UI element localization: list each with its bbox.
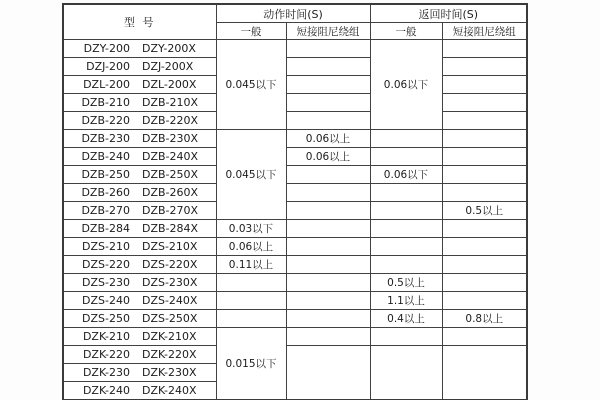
model-name-pair xyxy=(64,330,216,343)
model-name: DZS-240X xyxy=(141,294,198,307)
action-general-cell: 0.045以下 xyxy=(216,40,286,130)
table-row xyxy=(63,112,527,130)
table-row xyxy=(63,274,527,292)
model-name: DZS-220 xyxy=(82,258,130,271)
model-cell xyxy=(63,292,216,310)
model-name-pair xyxy=(64,186,216,199)
model-cell xyxy=(63,148,216,166)
model-name: DZS-230 xyxy=(82,276,130,289)
return-general-cell: 0.06以下 xyxy=(370,40,442,130)
model-name-pair xyxy=(64,258,216,271)
model-name: DZB-220X xyxy=(141,114,199,127)
model-name: DZK-220X xyxy=(141,348,197,361)
return-shorted-damping-cell xyxy=(442,58,527,76)
model-name-pair xyxy=(64,204,216,217)
return-shorted-damping-cell xyxy=(442,184,527,202)
action-shorted-damping-cell xyxy=(286,112,370,130)
model-name: DZK-220 xyxy=(82,348,130,361)
return-shorted-damping-cell: 0.5以上 xyxy=(442,202,527,220)
model-cell xyxy=(63,166,216,184)
model-name-pair xyxy=(64,132,216,145)
header-row-groups xyxy=(63,4,527,23)
model-cell xyxy=(63,328,216,346)
relay-timing-table xyxy=(62,3,528,400)
action-general-cell: 0.015以下 xyxy=(216,328,286,400)
model-name-pair xyxy=(64,168,216,181)
table-row xyxy=(63,58,527,76)
return-shorted-damping-cell xyxy=(442,40,527,58)
action-shorted-damping-cell: 0.06以上 xyxy=(286,148,370,166)
model-cell xyxy=(63,112,216,130)
model-name-pair xyxy=(64,348,216,361)
return-shorted-damping-header: 短接阻尼绕组 xyxy=(442,23,527,40)
model-cell xyxy=(63,130,216,148)
model-name: DZB-210 xyxy=(81,96,130,109)
model-cell xyxy=(63,184,216,202)
action-shorted-damping-cell xyxy=(286,76,370,94)
model-name: DZB-270 xyxy=(81,204,130,217)
table-row xyxy=(63,220,527,238)
model-name: DZK-210X xyxy=(141,330,197,343)
model-name: DZK-230X xyxy=(141,366,197,379)
action-time-group-header: 动作时间(S) xyxy=(216,4,370,23)
return-general-cell: 0.06以下 xyxy=(370,166,442,184)
model-name: DZB-250 xyxy=(81,168,130,181)
return-shorted-damping-cell xyxy=(442,238,527,256)
return-general-cell xyxy=(370,148,442,166)
action-general-header: 一般 xyxy=(216,23,286,40)
action-shorted-damping-cell xyxy=(286,58,370,76)
return-general-cell xyxy=(370,256,442,274)
table-row xyxy=(63,310,527,328)
model-name: DZB-230X xyxy=(141,132,199,145)
model-cell xyxy=(63,58,216,76)
table-row xyxy=(63,256,527,274)
model-name: DZB-240X xyxy=(141,150,199,163)
action-general-cell: 0.045以下 xyxy=(216,130,286,220)
table-row xyxy=(63,328,527,346)
table-body xyxy=(63,40,527,400)
model-cell xyxy=(63,220,216,238)
action-shorted-damping-cell xyxy=(286,274,370,292)
return-shorted-damping-cell xyxy=(442,112,527,130)
model-name: DZY-200 xyxy=(83,42,130,55)
model-name-pair xyxy=(64,276,216,289)
model-name: DZL-200 xyxy=(83,78,130,91)
model-name-pair xyxy=(64,366,216,379)
model-cell xyxy=(63,256,216,274)
return-general-cell xyxy=(370,238,442,256)
return-shorted-damping-cell xyxy=(442,346,527,400)
return-shorted-damping-cell xyxy=(442,166,527,184)
model-name-pair xyxy=(64,78,216,91)
action-general-cell xyxy=(216,274,286,292)
action-shorted-damping-cell xyxy=(286,292,370,310)
model-name-pair xyxy=(64,294,216,307)
model-cell xyxy=(63,94,216,112)
table-row xyxy=(63,130,527,148)
table-row xyxy=(63,292,527,310)
model-name-pair xyxy=(64,60,216,73)
model-name: DZK-240X xyxy=(141,383,197,397)
action-shorted-damping-header: 短接阻尼绕组 xyxy=(286,23,370,40)
model-name-pair xyxy=(64,222,216,235)
action-shorted-damping-cell xyxy=(286,166,370,184)
model-name: DZJ-200 xyxy=(86,60,130,73)
table-row xyxy=(63,148,527,166)
return-shorted-damping-cell xyxy=(442,220,527,238)
return-shorted-damping-cell xyxy=(442,256,527,274)
action-shorted-damping-cell xyxy=(286,328,370,346)
return-general-cell xyxy=(370,202,442,220)
return-general-cell xyxy=(370,328,442,346)
action-general-cell: 0.11以上 xyxy=(216,256,286,274)
model-name: DZJ-200X xyxy=(141,60,194,73)
action-shorted-damping-cell xyxy=(286,220,370,238)
model-name: DZK-210 xyxy=(82,330,130,343)
action-shorted-damping-cell xyxy=(286,238,370,256)
action-shorted-damping-cell xyxy=(286,94,370,112)
return-shorted-damping-cell xyxy=(442,130,527,148)
model-cell xyxy=(63,274,216,292)
action-shorted-damping-cell xyxy=(286,310,370,328)
table-row xyxy=(63,76,527,94)
return-shorted-damping-cell xyxy=(442,76,527,94)
model-cell xyxy=(63,76,216,94)
action-general-cell: 0.06以上 xyxy=(216,238,286,256)
return-time-group-header: 返回时间(S) xyxy=(370,4,527,23)
return-shorted-damping-cell: 0.8以上 xyxy=(442,310,527,328)
action-shorted-damping-cell xyxy=(286,256,370,274)
model-name: DZY-200X xyxy=(141,42,196,55)
model-name: DZB-210X xyxy=(141,96,199,109)
return-shorted-damping-cell xyxy=(442,274,527,292)
model-cell xyxy=(63,382,216,400)
action-shorted-damping-cell xyxy=(286,202,370,220)
table-row xyxy=(63,40,527,58)
return-general-cell xyxy=(370,184,442,202)
model-name: DZB-284 xyxy=(81,222,130,235)
action-general-cell: 0.03以下 xyxy=(216,220,286,238)
model-name-pair xyxy=(64,384,216,397)
return-general-header: 一般 xyxy=(370,23,442,40)
model-name-pair xyxy=(64,150,216,163)
return-shorted-damping-cell xyxy=(442,292,527,310)
model-name: DZS-250X xyxy=(141,312,198,325)
model-cell xyxy=(63,202,216,220)
model-cell xyxy=(63,310,216,328)
action-general-cell xyxy=(216,310,286,328)
return-general-cell: 0.5以上 xyxy=(370,274,442,292)
model-name-pair xyxy=(64,42,216,55)
model-name-pair xyxy=(64,312,216,325)
model-cell xyxy=(63,40,216,58)
action-shorted-damping-cell xyxy=(286,184,370,202)
model-column-header: 型 号 xyxy=(63,4,216,40)
table-row xyxy=(63,94,527,112)
return-shorted-damping-cell xyxy=(442,148,527,166)
return-general-cell xyxy=(370,220,442,238)
return-general-cell: 0.4以上 xyxy=(370,310,442,328)
model-name: DZB-260 xyxy=(81,186,130,199)
model-name: DZK-230 xyxy=(82,366,130,379)
model-name: DZB-240 xyxy=(81,150,130,163)
model-cell xyxy=(63,346,216,364)
model-name: DZB-260X xyxy=(141,186,199,199)
action-shorted-damping-cell xyxy=(286,40,370,58)
return-shorted-damping-cell xyxy=(442,328,527,346)
model-name: DZL-200X xyxy=(141,78,197,91)
table-row xyxy=(63,238,527,256)
model-name: DZB-284X xyxy=(141,222,199,235)
model-name: DZB-270X xyxy=(141,204,199,217)
model-name: DZS-240 xyxy=(82,294,130,307)
model-name-pair xyxy=(64,96,216,109)
table-row xyxy=(63,202,527,220)
model-cell xyxy=(63,364,216,382)
table-row xyxy=(63,346,527,364)
return-general-cell xyxy=(370,130,442,148)
model-cell xyxy=(63,238,216,256)
model-name: DZB-250X xyxy=(141,168,199,181)
model-name: DZS-210 xyxy=(82,240,130,253)
model-name: DZB-230 xyxy=(81,132,130,145)
return-shorted-damping-cell xyxy=(442,94,527,112)
return-general-cell: 1.1以上 xyxy=(370,292,442,310)
return-general-cell xyxy=(370,346,442,400)
model-name: DZS-250 xyxy=(82,312,130,325)
table-row xyxy=(63,166,527,184)
action-general-cell xyxy=(216,292,286,310)
model-name: DZB-220 xyxy=(81,114,130,127)
model-name-pair xyxy=(64,114,216,127)
model-name: DZS-210X xyxy=(141,240,198,253)
model-name-pair xyxy=(64,240,216,253)
action-shorted-damping-cell: 0.06以上 xyxy=(286,130,370,148)
model-name: DZS-230X xyxy=(141,276,198,289)
table-row xyxy=(63,184,527,202)
action-shorted-damping-cell xyxy=(286,346,370,400)
model-name: DZS-220X xyxy=(141,258,198,271)
model-name: DZK-240 xyxy=(82,383,130,397)
